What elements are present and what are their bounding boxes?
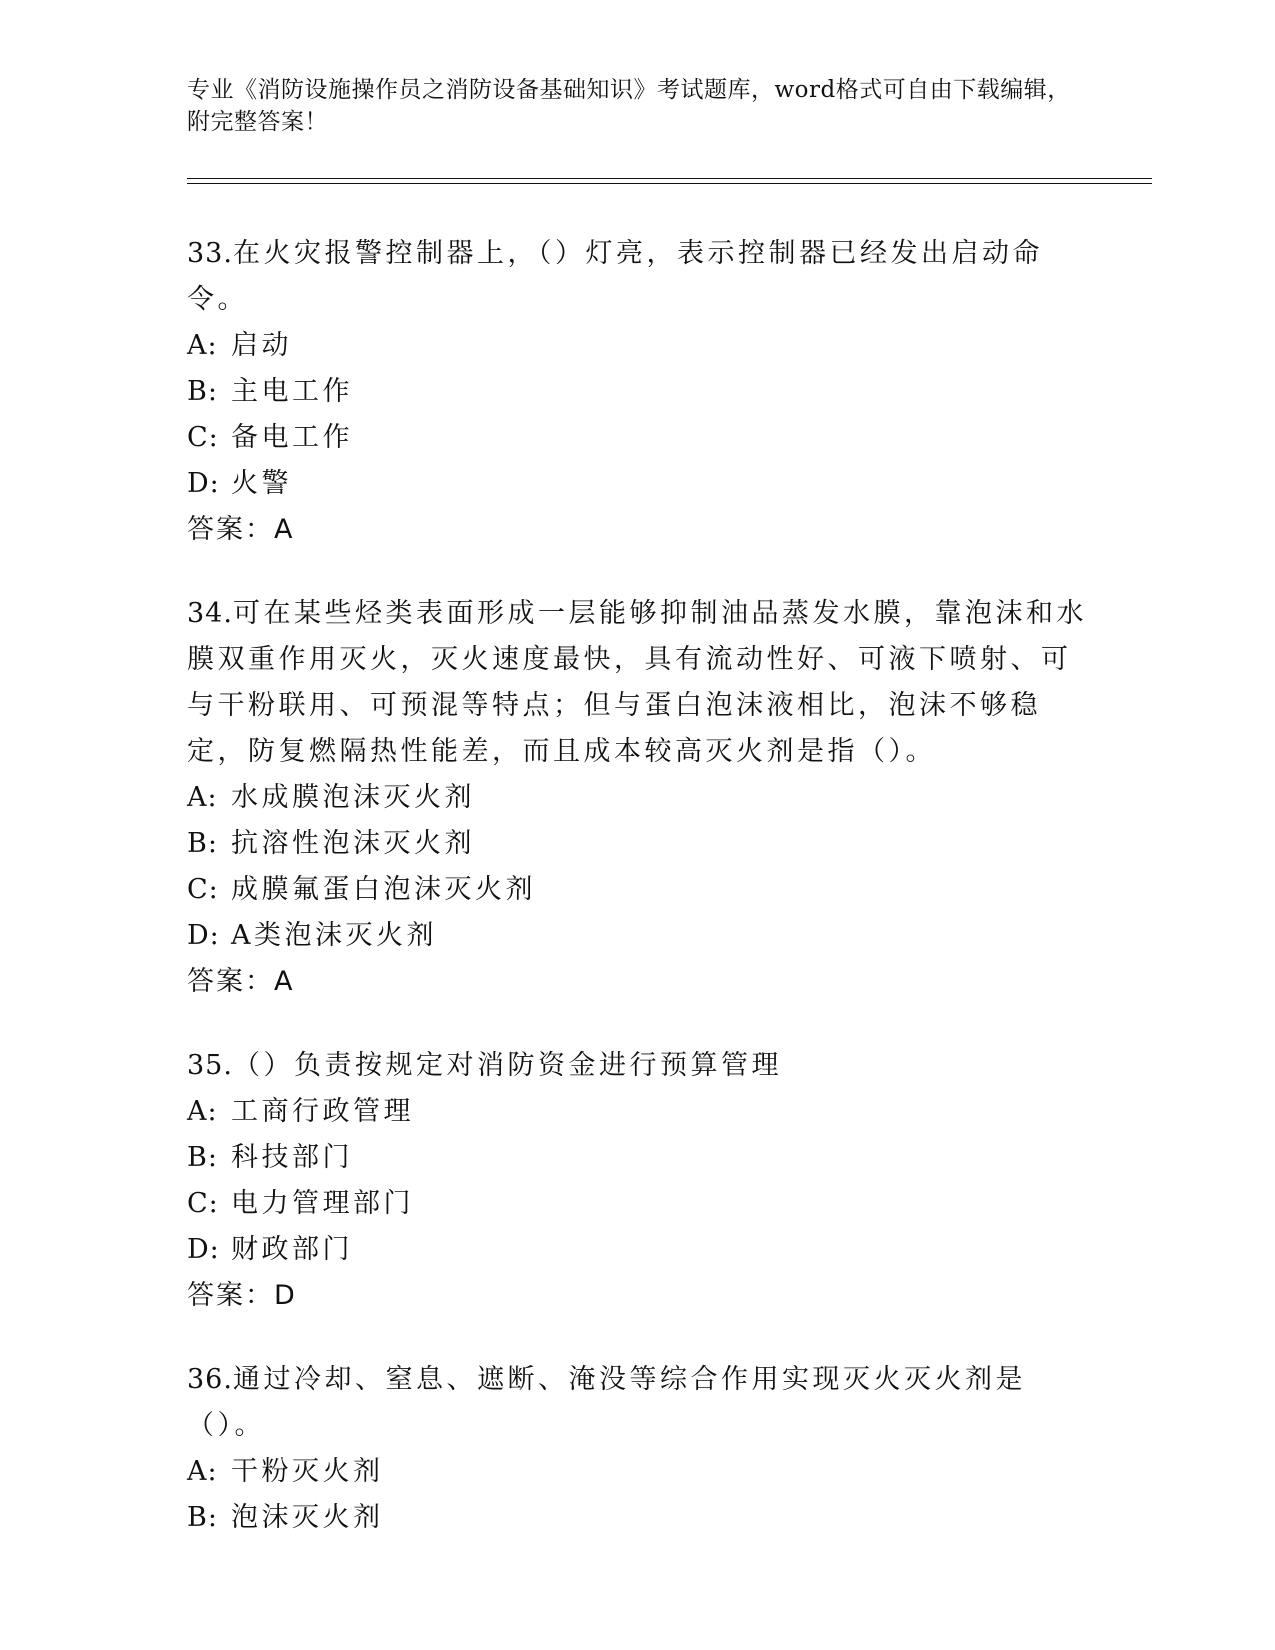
option-a — [187, 1089, 1087, 1135]
option-text: 电力管理部门 — [231, 1188, 414, 1219]
question-36 — [187, 1357, 1087, 1541]
question-stem — [187, 591, 1087, 775]
option-d — [187, 1227, 1087, 1273]
question-33 — [187, 231, 1087, 553]
question-list — [187, 231, 1087, 1579]
option-text: 科技部门 — [231, 1142, 353, 1173]
question-text: 可在某些烃类表面形成一层能够抑制油品蒸发水膜，靠泡沫和水膜双重作用灭火，灭火速度最快，具有流动性好、可液下喷射、可与干粉联用、可预混等特点；但与蛋白泡沫液相比，泡沫不够稳定，防复燃隔热性能差，而且成本较高灭火剂是指（）。 — [187, 598, 1087, 767]
option-letter: B: — [187, 828, 218, 859]
answer-value: A — [274, 514, 295, 545]
option-a — [187, 1449, 1087, 1495]
option-letter: D: — [187, 468, 220, 499]
option-letter: A: — [187, 1456, 218, 1487]
header-rule-bottom — [187, 183, 1152, 184]
option-b — [187, 1135, 1087, 1181]
option-text: 主电工作 — [231, 376, 353, 407]
option-letter: A: — [187, 1096, 218, 1127]
question-text: （）负责按规定对消防资金进行预算管理 — [232, 1050, 782, 1081]
option-letter: C: — [187, 1188, 219, 1219]
option-text: 启动 — [231, 330, 292, 361]
option-text: 干粉灭火剂 — [231, 1456, 384, 1487]
option-a — [187, 323, 1087, 369]
option-a — [187, 775, 1087, 821]
option-letter: A: — [187, 330, 218, 361]
answer-label: 答案： — [187, 966, 274, 997]
option-letter: B: — [187, 1142, 218, 1173]
answer-label: 答案： — [187, 514, 274, 545]
option-b — [187, 369, 1087, 415]
option-letter: C: — [187, 874, 219, 905]
option-text: 财政部门 — [231, 1234, 353, 1265]
question-number: 34. — [187, 598, 233, 629]
option-text: 泡沫灭火剂 — [231, 1502, 384, 1533]
option-text: A类泡沫灭火剂 — [231, 920, 437, 951]
option-text: 成膜氟蛋白泡沫灭火剂 — [231, 874, 536, 905]
option-d — [187, 461, 1087, 507]
answer-label: 答案： — [187, 1280, 274, 1311]
option-letter: B: — [187, 376, 218, 407]
question-number: 36. — [187, 1364, 233, 1395]
option-letter: A: — [187, 782, 218, 813]
option-letter: B: — [187, 1502, 218, 1533]
option-text: 水成膜泡沫灭火剂 — [231, 782, 475, 813]
answer-line — [187, 507, 1087, 553]
option-b — [187, 1495, 1087, 1541]
header-rule-top — [187, 178, 1152, 179]
option-text: 抗溶性泡沫灭火剂 — [231, 828, 475, 859]
option-text: 工商行政管理 — [231, 1096, 414, 1127]
answer-value: A — [274, 966, 295, 997]
answer-line — [187, 959, 1087, 1005]
question-stem — [187, 1043, 1087, 1089]
option-c — [187, 1181, 1087, 1227]
question-text: 通过冷却、窒息、遮断、淹没等综合作用实现灭火灭火剂是（）。 — [187, 1364, 1026, 1441]
question-number: 33. — [187, 238, 233, 269]
question-stem — [187, 1357, 1087, 1449]
question-stem — [187, 231, 1087, 323]
question-text: 在火灾报警控制器上，（）灯亮，表示控制器已经发出启动命令。 — [187, 238, 1043, 315]
option-b — [187, 821, 1087, 867]
document-intro: 专业《消防设施操作员之消防设备基础知识》考试题库，word格式可自由下载编辑，附完整答案！ — [187, 77, 1071, 135]
option-text: 火警 — [231, 468, 292, 499]
question-34 — [187, 591, 1087, 1005]
answer-value: D — [274, 1280, 297, 1311]
option-letter: C: — [187, 422, 219, 453]
option-c — [187, 867, 1087, 913]
option-c — [187, 415, 1087, 461]
option-text: 备电工作 — [231, 422, 353, 453]
question-number: 35. — [187, 1050, 233, 1081]
option-letter: D: — [187, 920, 220, 951]
answer-line — [187, 1273, 1087, 1319]
option-d — [187, 913, 1087, 959]
option-letter: D: — [187, 1234, 220, 1265]
question-35 — [187, 1043, 1087, 1319]
